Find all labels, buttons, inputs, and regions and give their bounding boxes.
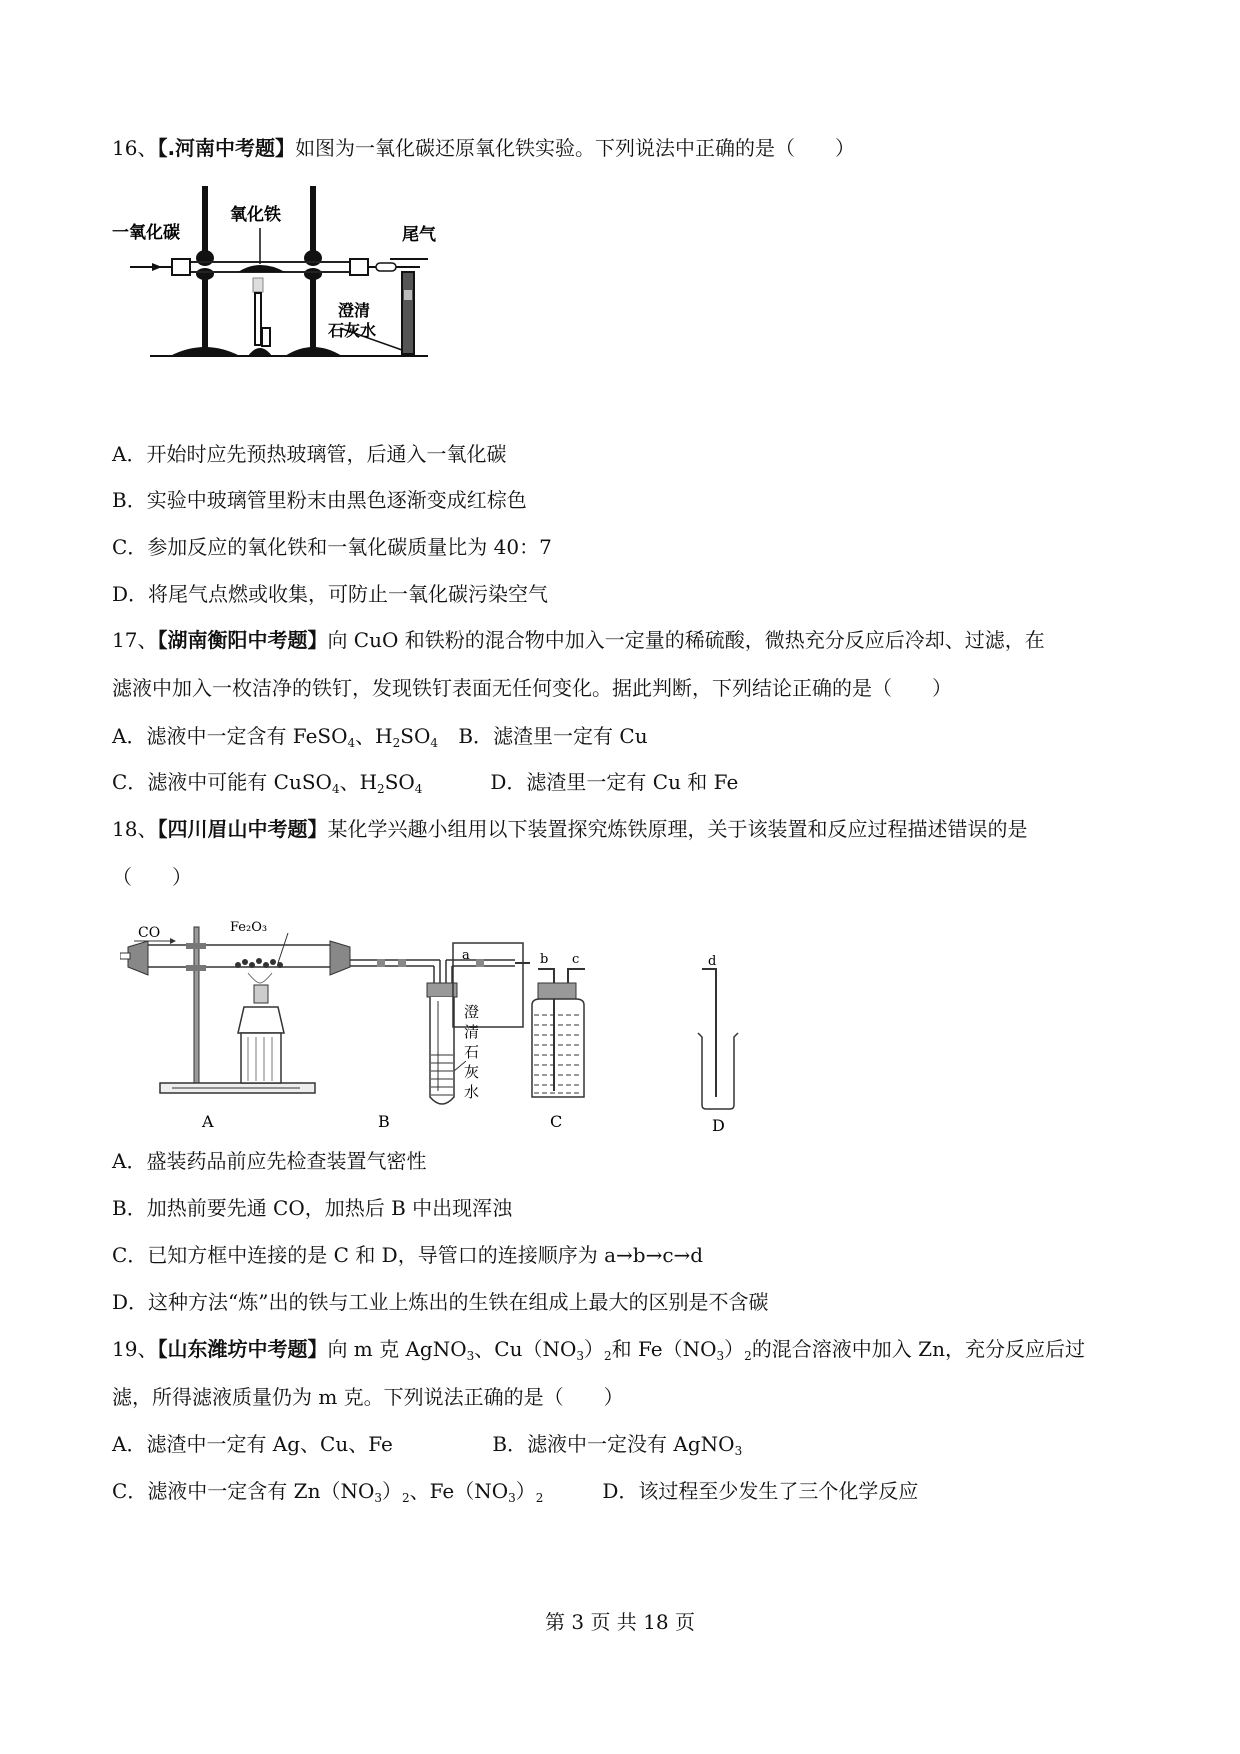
label-limewater-1: 澄清 xyxy=(338,301,371,320)
option-text: 滤液中一定没有 AgNO xyxy=(527,1432,735,1456)
question-18-stem-line-2 xyxy=(112,863,192,891)
question-16-option-c[interactable] xyxy=(112,533,552,561)
question-17-option-d[interactable] xyxy=(490,768,738,796)
stem-text: （ ） xyxy=(112,865,192,889)
option-letter: A． xyxy=(112,724,147,748)
question-16-option-d[interactable] xyxy=(112,580,548,608)
option-text: 这种方法“炼”出的铁与工业上炼出的生铁在组成上最大的区别是不含碳 xyxy=(148,1290,769,1314)
option-letter: C． xyxy=(112,1479,148,1503)
question-source-tag: 【.河南中考题】 xyxy=(157,136,296,160)
question-number: 16、 xyxy=(112,136,158,160)
option-text: 滤液中可能有 CuSO xyxy=(147,770,332,794)
question-source-tag: 【四川眉山中考题】 xyxy=(157,817,328,841)
page-footer: 第 3 页 共 18 页 xyxy=(545,1610,695,1634)
option-letter: B． xyxy=(492,1432,528,1456)
question-18-option-b[interactable] xyxy=(112,1194,512,1222)
question-17-stem-line-1 xyxy=(112,626,1045,654)
stem-text: 如图为一氧化碳还原氧化铁实验。下列说法中正确的是（ ） xyxy=(295,136,856,160)
option-text: 参加反应的氧化铁和一氧化碳质量比为 40：7 xyxy=(147,535,552,559)
label-apparatus-b: B xyxy=(378,1112,390,1131)
stem-text: 向 m 克 AgNO xyxy=(327,1337,467,1361)
label-port-a: a xyxy=(462,948,470,963)
question-19-option-b[interactable] xyxy=(492,1430,742,1465)
label-apparatus-d: D xyxy=(712,1116,725,1135)
label-limewater-2: 石灰水 xyxy=(328,321,377,340)
option-letter: A． xyxy=(112,1432,147,1456)
label-port-d: d xyxy=(708,954,717,969)
question-16-stem xyxy=(112,134,855,162)
subscript: 3 xyxy=(508,1491,516,1505)
subscript: 3 xyxy=(466,1349,475,1363)
stem-text: 某化学兴趣小组用以下装置探究炼铁原理，关于该装置和反应过程描述错误的是 xyxy=(327,817,1028,841)
question-18-option-c[interactable] xyxy=(112,1241,703,1269)
option-text: 滤渣里一定有 Cu xyxy=(493,724,648,748)
option-text: 滤液中一定含有 FeSO xyxy=(146,724,348,748)
label-apparatus-a: A xyxy=(202,1112,214,1131)
label-exhaust-gas: 尾气 xyxy=(402,225,436,245)
option-text: 已知方框中连接的是 C 和 D，导管口的连接顺序为 a→b→c→d xyxy=(147,1243,704,1267)
option-letter: B． xyxy=(458,724,494,748)
option-letter: C． xyxy=(112,535,148,559)
question-19-option-d[interactable] xyxy=(602,1477,918,1505)
question-19-stem-line-1 xyxy=(112,1335,1085,1370)
option-text: SO xyxy=(400,724,431,748)
option-letter: C． xyxy=(112,1243,148,1267)
question-source-tag: 【湖南衡阳中考题】 xyxy=(157,628,328,652)
subscript: 4 xyxy=(331,782,340,796)
label-limewater-char: 石 xyxy=(464,1043,480,1061)
label-limewater-char: 清 xyxy=(464,1023,480,1041)
option-text: 、H xyxy=(339,770,378,794)
option-letter: D． xyxy=(112,1290,149,1314)
question-19-options-row-1 xyxy=(112,1430,742,1465)
option-text: 、Fe（NO xyxy=(409,1479,509,1503)
label-fe2o3: Fe₂O₃ xyxy=(230,920,268,935)
question-number: 19、 xyxy=(112,1337,158,1361)
subscript: 3 xyxy=(374,1491,382,1505)
subscript: 2 xyxy=(401,1491,410,1505)
option-text: 该过程至少发生了三个化学反应 xyxy=(638,1479,919,1503)
stem-text: 滤，所得滤液质量仍为 m 克。下列说法正确的是（ ） xyxy=(112,1385,624,1409)
question-number: 18、 xyxy=(112,817,158,841)
option-letter: C． xyxy=(112,770,148,794)
stem-text: 的混合溶液中加入 Zn，充分反应后过 xyxy=(751,1337,1085,1361)
subscript: 2 xyxy=(744,1349,752,1363)
question-number: 17、 xyxy=(112,628,158,652)
subscript: 4 xyxy=(430,736,439,750)
question-17-option-c[interactable] xyxy=(112,768,484,803)
subscript: 2 xyxy=(392,736,401,750)
option-text: 将尾气点燃或收集，可防止一氧化碳污染空气 xyxy=(148,582,549,606)
subscript: 3 xyxy=(576,1349,585,1363)
option-text: 滤渣里一定有 Cu 和 Fe xyxy=(526,770,739,794)
question-18-option-a[interactable] xyxy=(112,1147,426,1175)
option-letter: A． xyxy=(112,442,147,466)
apparatus-diagram xyxy=(110,178,450,368)
label-port-c: c xyxy=(572,952,580,967)
option-letter: B． xyxy=(112,488,147,512)
question-17-stem-line-2 xyxy=(112,674,952,702)
question-17-options-row-1 xyxy=(112,722,648,757)
stem-text: ） xyxy=(584,1337,605,1361)
subscript: 4 xyxy=(347,736,356,750)
option-text: 加热前要先通 CO，加热后 B 中出现浑浊 xyxy=(146,1196,513,1220)
question-19-options-row-2 xyxy=(112,1477,918,1512)
option-text: 盛装药品前应先检查装置气密性 xyxy=(146,1149,427,1173)
option-text: 开始时应先预热玻璃管，后通入一氧化碳 xyxy=(146,442,507,466)
question-16-option-a[interactable] xyxy=(112,440,506,468)
question-17-option-b[interactable] xyxy=(458,722,647,750)
option-letter: A． xyxy=(112,1149,147,1173)
figure-ironmaking-apparatus xyxy=(120,905,880,1139)
option-text: 滤液中一定含有 Zn（NO xyxy=(147,1479,375,1503)
option-text: 滤渣中一定有 Ag、Cu、Fe xyxy=(146,1432,393,1456)
subscript: 2 xyxy=(535,1491,544,1505)
question-source-tag: 【山东潍坊中考题】 xyxy=(157,1337,328,1361)
option-letter: D． xyxy=(602,1479,639,1503)
question-17-option-a[interactable] xyxy=(112,722,452,757)
question-16-option-b[interactable] xyxy=(112,486,527,514)
option-letter: D． xyxy=(112,582,149,606)
label-iron-oxide: 氧化铁 xyxy=(230,205,281,225)
subscript: 2 xyxy=(377,782,385,796)
subscript: 4 xyxy=(414,782,423,796)
question-18-stem-line-1 xyxy=(112,815,1027,843)
subscript: 2 xyxy=(604,1349,612,1363)
label-carbon-monoxide: 一氧化碳 xyxy=(112,223,180,243)
option-letter: D． xyxy=(490,770,527,794)
option-text: SO xyxy=(384,770,415,794)
label-limewater-char: 灰 xyxy=(464,1063,480,1081)
label-port-b: b xyxy=(540,952,549,967)
question-19-option-c[interactable] xyxy=(112,1477,596,1512)
stem-text: 、Cu（NO xyxy=(474,1337,577,1361)
option-text: ） xyxy=(515,1479,536,1503)
question-17-options-row-2 xyxy=(112,768,738,803)
option-letter: B． xyxy=(112,1196,147,1220)
subscript: 3 xyxy=(716,1349,725,1363)
label-apparatus-c: C xyxy=(550,1112,563,1131)
label-limewater-char: 澄 xyxy=(464,1003,480,1021)
subscript: 3 xyxy=(734,1444,743,1458)
stem-text: 向 CuO 和铁粉的混合物中加入一定量的稀硫酸，微热充分反应后冷却、过滤，在 xyxy=(327,628,1045,652)
question-19-option-a[interactable] xyxy=(112,1430,486,1458)
label-limewater-char: 水 xyxy=(464,1083,480,1101)
stem-text: 滤液中加入一枚洁净的铁钉，发现铁钉表面无任何变化。据此判断，下列结论正确的是（ ） xyxy=(112,676,952,700)
question-18-option-d[interactable] xyxy=(112,1288,769,1316)
option-text: 、H xyxy=(355,724,393,748)
ironmaking-diagram xyxy=(120,905,880,1135)
option-text: 实验中玻璃管里粉末由黑色逐渐变成红棕色 xyxy=(146,488,527,512)
figure-co-reduction-apparatus xyxy=(110,178,450,372)
question-19-stem-line-2 xyxy=(112,1383,624,1411)
stem-text: ） xyxy=(724,1337,745,1361)
option-text: ） xyxy=(381,1479,402,1503)
stem-text: 和 Fe（NO xyxy=(611,1337,717,1361)
label-co: CO xyxy=(138,925,161,941)
